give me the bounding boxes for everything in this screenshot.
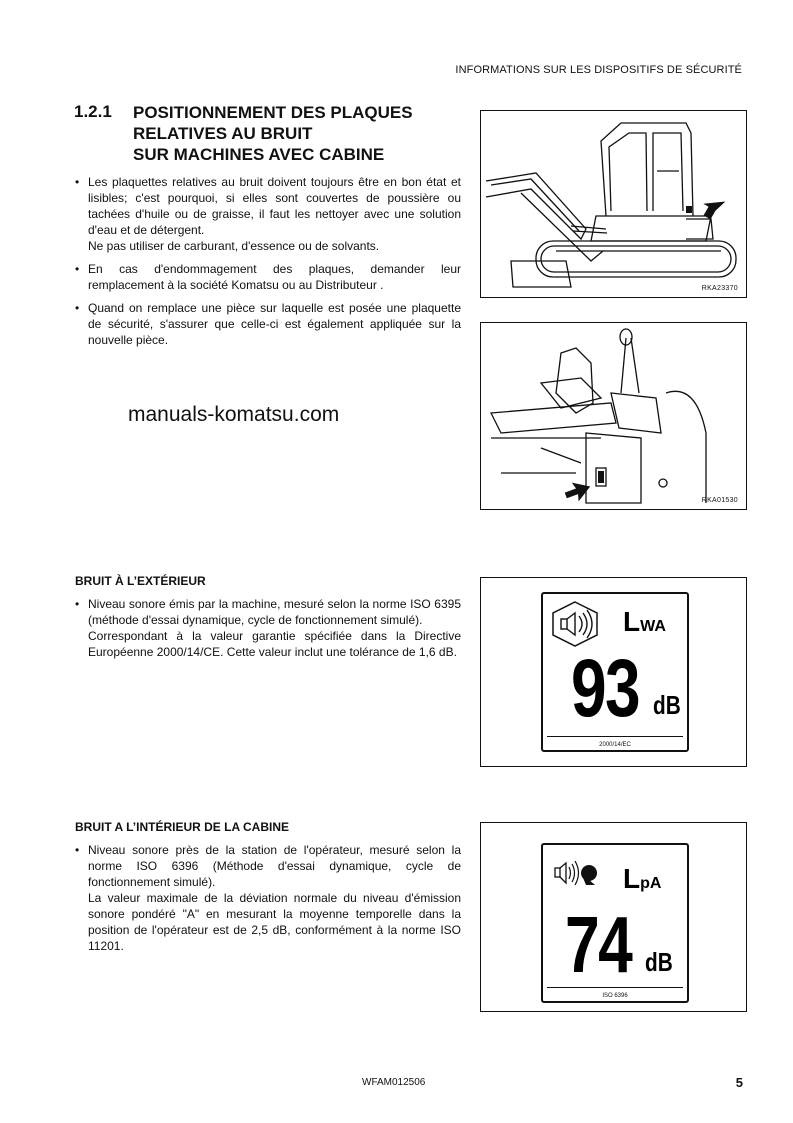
exterior-heading: BRUIT À L’EXTÉRIEUR [75, 574, 206, 588]
noise-value: 93 [571, 643, 640, 734]
section-number: 1.2.1 [74, 102, 112, 121]
bullet-text: Niveau sonore émis par la machine, mesuré selon la norme ISO 6395 (méthode d'essai dynamique, cycle de fonctionnement simulé). [88, 597, 461, 627]
noise-value: 74 [565, 900, 632, 989]
list-item [75, 596, 461, 660]
bullet-text: En cas d'endommagement des plaques, demander leur remplacement à la société Komatsu ou au Distributeur . [88, 262, 461, 292]
noise-unit: dB [653, 690, 681, 720]
interior-bullet-list [75, 842, 461, 961]
divider [547, 987, 683, 988]
list-item [75, 300, 461, 348]
figure-excavator-cab [480, 110, 747, 298]
noise-plate-lpa [541, 843, 689, 1003]
interior-heading: BRUIT A L’INTÉRIEUR DE LA CABINE [75, 820, 290, 834]
plate-standard: 2000/14/EC [599, 742, 631, 748]
section-title-line: POSITIONNEMENT DES PLAQUES [133, 103, 413, 122]
document-code: WFAM012506 [362, 1077, 426, 1088]
list-item [75, 842, 461, 954]
bullet-text: Quand on remplace une pièce sur laquelle est posée une plaquette de sécurité, s'assurer que celle-ci est également appliquée sur la nouvelle pièce. [88, 301, 461, 347]
bullet-text: Les plaquettes relatives au bruit doivent toujours être en bon état et lisibles; c'est pourquoi, si elles sont couvertes de poussière ou tachées d'huile ou de graisse, il faut les nettoyer avec une solution d'eau et de détergent. [88, 175, 461, 237]
excavator-cab-illustration [481, 111, 746, 297]
list-item [75, 261, 461, 293]
plate-standard: ISO 6396 [602, 993, 628, 999]
sound-pressure-symbol [623, 865, 661, 898]
symbol-subscript: pA [640, 875, 662, 892]
list-item [75, 174, 461, 254]
exterior-bullet-list [75, 596, 461, 667]
section-title-line: SUR MACHINES AVEC CABINE [133, 145, 385, 164]
bullet-text: Ne pas utiliser de carburant, d'essence ou de solvants. [88, 239, 380, 253]
figure-code: RKA01530 [701, 497, 738, 504]
noise-plate-lwa [541, 592, 689, 752]
running-header: INFORMATIONS SUR LES DISPOSITIFS DE SÉCURITÉ [455, 64, 742, 76]
intro-bullet-list [75, 174, 461, 355]
bullet-text: Correspondant à la valeur garantie spécifiée dans la Directive Européenne 2000/14/CE. Cette valeur inclut une tolérance de 1,6 dB. [88, 629, 461, 659]
section-title [133, 102, 463, 165]
symbol-letter: L [623, 606, 641, 637]
divider [547, 736, 683, 737]
figure-code: RKA23370 [701, 285, 738, 292]
symbol-letter: L [623, 863, 641, 894]
figure-cab-interior [480, 322, 747, 510]
bullet-text: La valeur maximale de la déviation normale du niveau d'émission sonore pondéré "A" en mesurant la moyenne temporelle dans la position de l'opérateur est de 2,5 dB, conformément à la norme ISO 11201. [88, 891, 461, 953]
speaker-hexagon-icon [549, 600, 601, 648]
cab-interior-illustration [481, 323, 746, 509]
page-number: 5 [735, 1075, 743, 1090]
figure-exterior-noise-plate [480, 577, 747, 767]
watermark-text: manuals-komatsu.com [128, 403, 340, 426]
sound-power-symbol [623, 608, 666, 641]
speaker-head-icon [553, 855, 599, 891]
section-title-line: RELATIVES AU BRUIT [133, 124, 313, 143]
figure-interior-noise-plate [480, 822, 747, 1012]
symbol-subscript: WA [640, 618, 666, 635]
bullet-text: Niveau sonore près de la station de l'opérateur, mesuré selon la norme ISO 6396 (Méthode d'essai dynamique, cycle de fonctionnement simulé). [88, 843, 461, 889]
noise-unit: dB [645, 947, 673, 977]
